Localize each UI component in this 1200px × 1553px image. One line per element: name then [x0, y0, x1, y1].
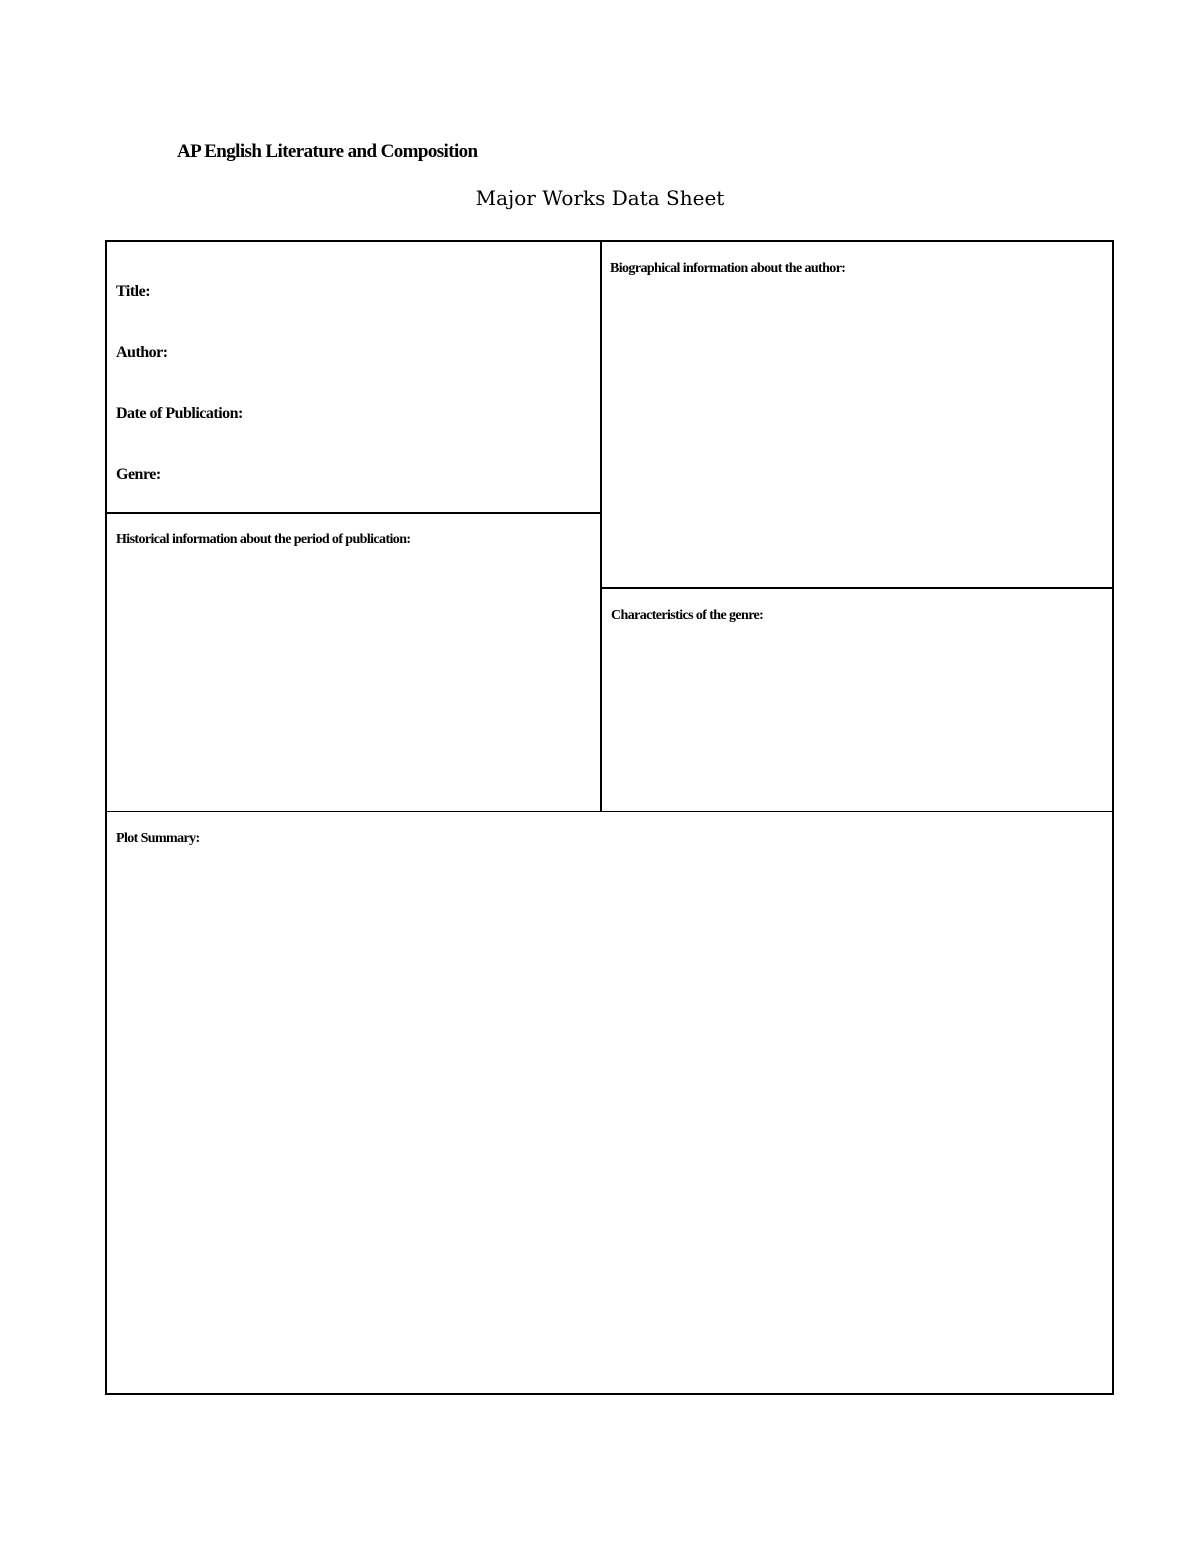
data-sheet-form [105, 240, 1114, 1395]
biographical-info-label: Biographical information about the author: [610, 261, 846, 276]
right-section-divider [601, 587, 1114, 589]
left-section-divider [107, 512, 601, 514]
plot-section-divider [107, 811, 1114, 812]
plot-summary-label: Plot Summary: [116, 831, 200, 846]
column-divider [600, 242, 602, 812]
genre-field-label: Genre: [116, 466, 161, 483]
publication-date-field-label: Date of Publication: [116, 405, 243, 422]
genre-characteristics-label: Characteristics of the genre: [611, 608, 764, 623]
title-field-label: Title: [116, 283, 151, 300]
page-title: Major Works Data Sheet [475, 186, 725, 210]
author-field-label: Author: [116, 344, 168, 361]
historical-info-label: Historical information about the period of publication: [116, 532, 411, 547]
course-title: AP English Literature and Composition [177, 141, 478, 162]
